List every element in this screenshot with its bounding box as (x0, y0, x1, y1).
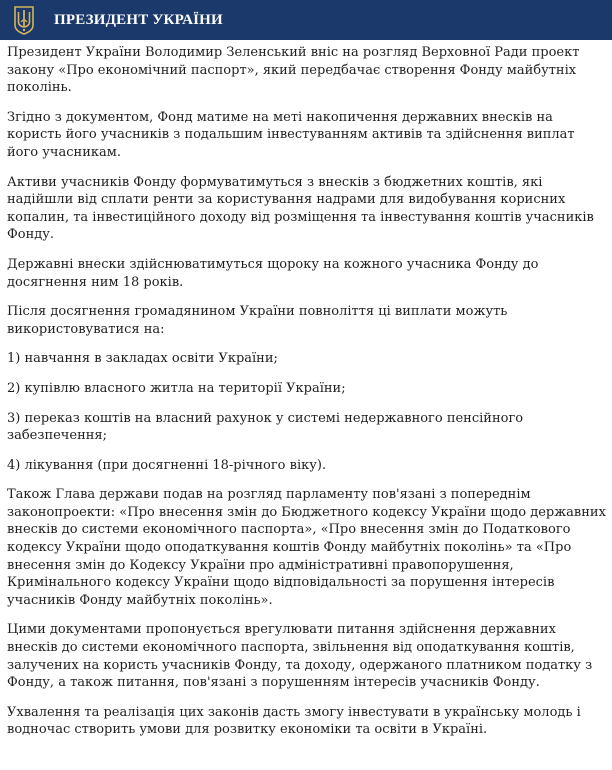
paragraph-regulation: Цими документами пропонується врегулювати питання здійснення державних внесків до системи економічного паспорта, звільнення від оподаткування коштів, залучених на користь учасників Фонду, та доходу, одержаного платником податку з Фонду, а також питання, пов'язані з порушенням інтересів учасників Фонду. (7, 622, 593, 691)
paragraph-contributions: Державні внески здійснюватимуться щороку на кожного учасника Фонду до досягнення ним 18 років. (7, 256, 539, 290)
trident-icon[interactable] (12, 4, 36, 36)
page-title: ПРЕЗИДЕНТ УКРАЇНИ (54, 11, 223, 28)
paragraph-assets: Активи учасників Фонду формуватимуться з внесків з бюджетних коштів, які надійшли від сплати ренти за користування надрами для видобування корисних копалин, та інвестиційного доходу від розміщення та інвестування коштів учасників Фонду. (7, 174, 594, 243)
paragraph-usage-intro: Після досягнення громадянином України повноліття ці виплати можуть використовуватися на: (7, 304, 508, 337)
paragraph-related-bills: Також Глава держави подав на розгляд парламенту пов'язані з попереднім законопроекти: «Про внесення змін до Бюджетного кодексу України щодо державних внесків до системи економічного паспорта», «Про внесення змін до Податкового кодексу України щодо оподаткування коштів Фонду майбутніх поколінь» та «Про внесення змін до Кодексу України про адміністративні правопорушення, Кримінального кодексу України щодо відповідальності за порушення інтересів учасників Фонду майбутніх поколінь». (7, 487, 606, 608)
article-body (7, 44, 607, 751)
paragraph-conclusion: Ухвалення та реалізація цих законів дасть змогу інвестувати в українську молодь і водночас створить умови для розвитку економіки та освіти в Україні. (7, 704, 581, 738)
list-item-housing: 2) купівлю власного житла на території України; (7, 380, 346, 396)
list-item-pension: 3) переказ коштів на власний рахунок у системі недержавного пенсійного забезпечення; (7, 410, 524, 444)
paragraph-intro: Президент України Володимир Зеленський вніс на розгляд Верховної Ради проект закону «Про економічний паспорт», який передбачає створення Фонду майбутніх поколінь. (7, 45, 580, 96)
paragraph-purpose: Згідно з документом, Фонд матиме на меті накопичення державних внесків на користь його учасників з подальшим інвестуванням активів та здійснення виплат його учасникам. (7, 109, 575, 160)
list-item-medical: 4) лікування (при досягненні 18-річного віку). (7, 457, 327, 473)
list-item-education: 1) навчання в закладах освіти України; (7, 351, 278, 367)
header-bar (0, 0, 612, 40)
